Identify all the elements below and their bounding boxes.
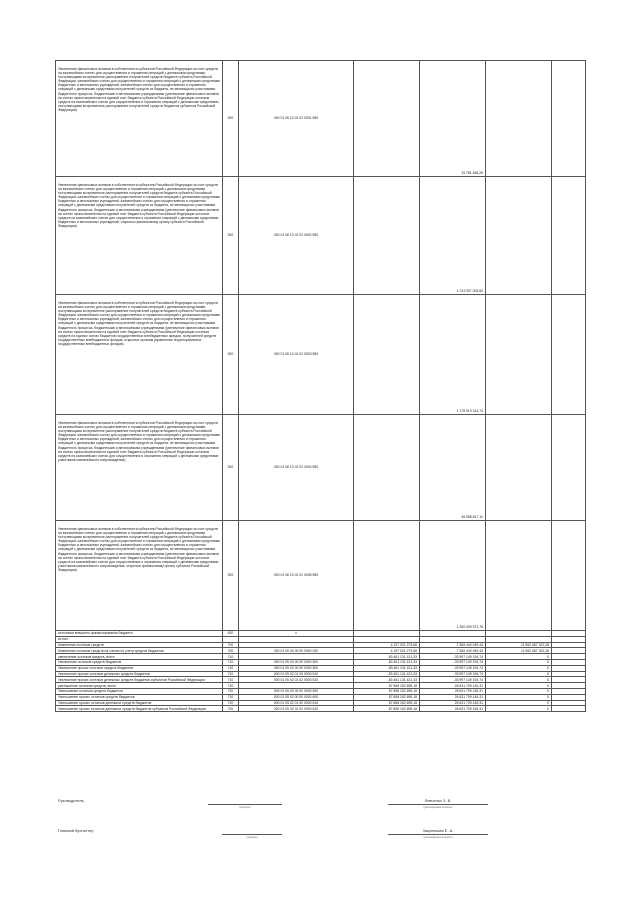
head-sign-line [208, 804, 282, 805]
table-cell-budget-code: 000 01 06 10 02 02 0001 550 [239, 61, 354, 177]
table-cell-approved: -83 461 131 421,33 [354, 659, 420, 665]
table-cell-approved: -83 461 131 421,33 [354, 665, 420, 671]
table-cell-name: Уменьшение прочих остатков денежных средств бюджетов [56, 700, 223, 706]
table-cell-budget-code: 000 01 05 02 00 00 0000 600 [239, 694, 354, 700]
table-cell-line-code: 620 [223, 631, 239, 637]
table-cell-name: Увеличение прочих остатков денежных средств бюджетов [56, 671, 223, 677]
table-cell-budget-code: 000 01 05 02 01 00 0000 510 [239, 671, 354, 677]
table-cell-line-code: 520 [223, 177, 239, 295]
table-row [56, 706, 586, 712]
table-cell-executed: 26 631 709 145,31 [420, 694, 486, 700]
table-cell-line-code: 520 [223, 415, 239, 521]
table-cell-budget-code: 000 01 05 00 00 00 0000 600 [239, 688, 354, 694]
chief-name-caption: (расшифровка подписи) [423, 836, 453, 839]
table-cell-line-code: 720 [223, 700, 239, 706]
table-row [56, 61, 586, 177]
table-row [56, 415, 586, 521]
head-label: Руководитель [58, 798, 84, 803]
table-cell-approved: 87 658 152 695,18 [354, 683, 420, 689]
table-cell-approved: 87 658 152 695,18 [354, 688, 420, 694]
head-name-caption: (расшифровка подписи) [423, 806, 453, 809]
table-cell-name: Увеличение финансовых активов в собственности субъектов Российской Федерации за счет средств на казначейских счетах для осуществления и отражения операций с денежными средствами, поступающими во временное распоряжение получателей средств бюджета субъекта Российской Федерации, казначейских счетах для осуществления и отражения операций с денежными средствами бюджетных и автономных учреждений, казначейских счетах для осуществления и отражения операций с денежными средствами получателей средств из бюджета, не являющихся участниками бюджетного процесса, бюджетными и автономными учреждениями (увеличение финансовых активов на счетах приостановления на единый счет бюджета субъекта Российской Федерации остатков средств на казначейских счетах для осуществления и отражения операций с денежными средствами, поступающими во временное распоряжение получателей средств бюджетов субъектов Российской Федерации) [56, 61, 223, 177]
table-cell-budget-code: 000 01 05 00 00 00 0000 500 [239, 659, 354, 665]
table-cell-budget-code: x [239, 631, 354, 637]
sources-table [55, 60, 586, 712]
table-cell-approved: -83 461 131 421,33 [354, 677, 420, 683]
table-cell-budget-code: 000 01 05 02 01 02 0000 610 [239, 706, 354, 712]
table-cell-executed: 26 631 709 145,31 [420, 683, 486, 689]
table-cell-unexecuted: X [486, 654, 552, 660]
table-cell-unexecuted: 11 562 467 322,28 [486, 648, 552, 654]
table-cell-unexecuted: 11 562 467 322,28 [486, 642, 552, 648]
table-cell-line-code: 710 [223, 654, 239, 660]
table-cell-line-code: 720 [223, 688, 239, 694]
table-cell-unexecuted: X [486, 706, 552, 712]
table-cell-line-code: 520 [223, 521, 239, 631]
table-cell-executed: 45 958 817,10 [420, 415, 486, 521]
table-cell-approved [354, 61, 420, 177]
chief-accountant-label: Главный бухгалтер [58, 828, 94, 833]
table-cell-unexecuted [486, 61, 552, 177]
table-cell-name: Увеличение финансовых активов в собственности субъектов Российской Федерации за счет средств на казначейских счетах для осуществления и отражения операций с денежными средствами, поступающими во временное распоряжение получателей средств бюджета субъекта Российской Федерации, казначейских счетах для осуществления и отражения операций с денежными средствами бюджетных и автономных учреждений, казначейских счетах для осуществления и отражения операций с денежными средствами получателей средств из бюджета, не являющихся участниками бюджетного процесса, бюджетными и автономными учреждениями (увеличение финансовых активов на счетах приостановления на единый счет бюджета субъекта Российской Федерации остатков средств на казначейских счетах для осуществления и отражения операций с денежными средствами бюджетных и автономных учреждений, открытых финансовому органу субъекта Российской Федерации) [56, 177, 223, 295]
table-cell-executed: -7 365 440 049,43 [420, 648, 486, 654]
table-cell-extra [552, 177, 586, 295]
table-cell-line-code: 710 [223, 677, 239, 683]
chief-name-line [388, 834, 488, 835]
table-row [56, 521, 586, 631]
table-cell-name: увеличение остатков средств, всего [56, 654, 223, 660]
table-cell-unexecuted: X [486, 665, 552, 671]
table-cell-extra [552, 61, 586, 177]
report-sheet [55, 60, 585, 712]
table-cell-executed: -33 997 149 194,74 [420, 654, 486, 660]
table-cell-approved [354, 415, 420, 521]
table-cell-unexecuted: X [486, 683, 552, 689]
table-cell-extra [552, 521, 586, 631]
table-cell-approved: 87 658 152 695,18 [354, 706, 420, 712]
head-name-line [388, 804, 488, 805]
table-cell-approved: -83 461 131 421,33 [354, 654, 420, 660]
table-cell-unexecuted: X [486, 659, 552, 665]
table-cell-approved [354, 177, 420, 295]
table-cell-unexecuted: X [486, 677, 552, 683]
table-cell-approved: 87 658 152 695,18 [354, 694, 420, 700]
table-cell-budget-code: 000 01 06 10 02 02 0003 550 [239, 295, 354, 415]
table-cell-unexecuted: X [486, 694, 552, 700]
table-cell-unexecuted: X [486, 671, 552, 677]
table-cell-name: Увеличение прочих остатков средств бюджетов [56, 665, 223, 671]
table-cell-executed: 26 631 709 145,31 [420, 688, 486, 694]
table-cell-extra [552, 706, 586, 712]
table-cell-executed: -33 997 149 194,74 [420, 659, 486, 665]
table-cell-approved [354, 521, 420, 631]
table-cell-unexecuted: X [486, 700, 552, 706]
table-cell-executed: 19 781 466,26 [420, 61, 486, 177]
table-cell-line-code: 520 [223, 61, 239, 177]
table-cell-executed: -33 997 149 194,74 [420, 665, 486, 671]
table-cell-line-code: 720 [223, 706, 239, 712]
table-row [56, 177, 586, 295]
table-cell-executed: -33 997 149 194,74 [420, 671, 486, 677]
table-cell-line-code: 720 [223, 683, 239, 689]
table-cell-budget-code: 000 01 05 02 00 00 0000 500 [239, 665, 354, 671]
table-cell-executed: 4 724 907 003,60 [420, 177, 486, 295]
table-cell-executed: -7 365 440 049,43 [420, 642, 486, 648]
chief-sign-caption: (подпись) [246, 836, 258, 839]
table-cell-executed: 26 631 709 145,31 [420, 706, 486, 712]
head-name: Левченко З. В. [424, 798, 452, 803]
table-cell-line-code: 700 [223, 648, 239, 654]
table-cell-extra [552, 295, 586, 415]
table-cell-budget-code: 000 01 06 10 02 02 0004 550 [239, 415, 354, 521]
table-cell-name: Уменьшение прочих остатков средств бюджетов [56, 694, 223, 700]
chief-sign-line [222, 834, 282, 835]
table-cell-name: Увеличение финансовых активов в собственности субъектов Российской Федерации за счет средств на казначейских счетах для осуществления и отражения операций с денежными средствами, поступающими во временное распоряжение получателей средств бюджета субъекта Российской Федерации, казначейских счетах для осуществления и отражения операций с денежными средствами бюджетных и автономных учреждений, казначейских счетах для осуществления и отражения операций с денежными средствами получателей средств из бюджета, не являющихся участниками бюджетного процесса, бюджетными и автономными учреждениями (увеличение финансовых активов на счетах приостановления на единый счет бюджета субъекта Российской Федерации остатков средств на единых счетах бюджетов государственных внебюджетных фондов, получателей средств государственных внебюджетных фондов, открытых органам управления территориальных государственных внебюджетных фондов) [56, 295, 223, 415]
table-body [56, 61, 586, 712]
head-sign-caption: (подпись) [239, 806, 251, 809]
table-cell-name: Увеличение финансовых активов в собственности субъектов Российской Федерации за счет средств на казначейских счетах для осуществления и отражения операций с денежными средствами, поступающими во временное распоряжение получателей средств бюджета субъекта Российской Федерации, казначейских счетах для осуществления и отражения операций с денежными средствами бюджетных и автономных учреждений, казначейских счетах для осуществления и отражения операций с денежными средствами получателей средств из бюджета, не являющихся участниками бюджетного процесса, бюджетными и автономными учреждениями (увеличение финансовых активов на счетах приостановления на единый счет бюджета субъекта Российской Федерации остатков средств на казначейских счетах для осуществления и отражения операций с денежными средствами участников казначейского сопровождения, открытых финансовому органу субъекта Российской Федерации) [56, 521, 223, 631]
table-cell-budget-code: 000 01 05 02 01 00 0000 610 [239, 700, 354, 706]
table-cell-approved: -83 461 131 421,33 [354, 671, 420, 677]
table-cell-name: Увеличение остатков средств бюджетов [56, 659, 223, 665]
chief-accountant-name: Закревская Е. А. [422, 828, 454, 833]
table-cell-executed: -33 997 149 194,74 [420, 677, 486, 683]
table-cell-unexecuted [486, 521, 552, 631]
table-cell-line-code: 710 [223, 671, 239, 677]
table-cell-approved: 4 197 021 273,66 [354, 642, 420, 648]
table-cell-executed: 1 178 910 314,74 [420, 295, 486, 415]
table-cell-name: Изменение остатков средств [56, 642, 223, 648]
table-cell-extra [552, 415, 586, 521]
table-cell-unexecuted [486, 415, 552, 521]
table-cell-name: Увеличение прочих остатков денежных средств бюджетов субъектов Российской Федерации [56, 677, 223, 683]
table-cell-unexecuted [486, 177, 552, 295]
table-cell-name: из них: [56, 636, 223, 642]
table-cell-name: источники внешнего финансирования бюджета [56, 631, 223, 637]
table-cell-budget-code: 000 01 05 02 01 02 0000 510 [239, 677, 354, 683]
table-cell-budget-code: 000 01 05 00 00 00 0000 000 [239, 648, 354, 654]
table-cell-line-code: 520 [223, 295, 239, 415]
table-cell-approved [354, 295, 420, 415]
table-cell-approved: 4 197 021 273,66 [354, 648, 420, 654]
table-cell-name: уменьшение остатков средств, всего [56, 683, 223, 689]
table-cell-name: Уменьшение остатков средств бюджетов [56, 688, 223, 694]
table-cell-executed: 1 260 009 972,76 [420, 521, 486, 631]
table-cell-unexecuted [486, 295, 552, 415]
table-cell-budget-code: 000 01 06 10 02 02 0005 550 [239, 521, 354, 631]
table-cell-name: Увеличение финансовых активов в собственности субъектов Российской Федерации за счет средств на казначейских счетах для осуществления и отражения операций с денежными средствами, поступающими во временное распоряжение получателей средств бюджета субъекта Российской Федерации, казначейских счетах для осуществления и отражения операций с денежными средствами бюджетных и автономных учреждений, казначейских счетах для осуществления и отражения операций с денежными средствами получателей средств из бюджета, не являющихся участниками бюджетного процесса, бюджетными и автономными учреждениями (увеличение финансовых активов на счетах приостановления на единый счет бюджета субъекта Российской Федерации остатков средств на казначейских счетах для осуществления и отражения операций с денежными средствами участников казначейского сопровождения) [56, 415, 223, 521]
table-cell-unexecuted: X [486, 688, 552, 694]
table-cell-name: Уменьшение прочих остатков денежных средств бюджетов субъектов Российской Федерации [56, 706, 223, 712]
table-cell-name: Изменение остатков средств на счетах по учету средств бюджетов [56, 648, 223, 654]
table-cell-executed: 26 631 709 145,31 [420, 700, 486, 706]
table-cell-line-code: 710 [223, 659, 239, 665]
table-cell-line-code: 720 [223, 694, 239, 700]
table-cell-line-code: 700 [223, 642, 239, 648]
table-cell-approved: 87 658 152 695,18 [354, 700, 420, 706]
table-row [56, 295, 586, 415]
table-cell-line-code: 710 [223, 665, 239, 671]
table-cell-budget-code: 000 01 06 10 02 02 0002 550 [239, 177, 354, 295]
